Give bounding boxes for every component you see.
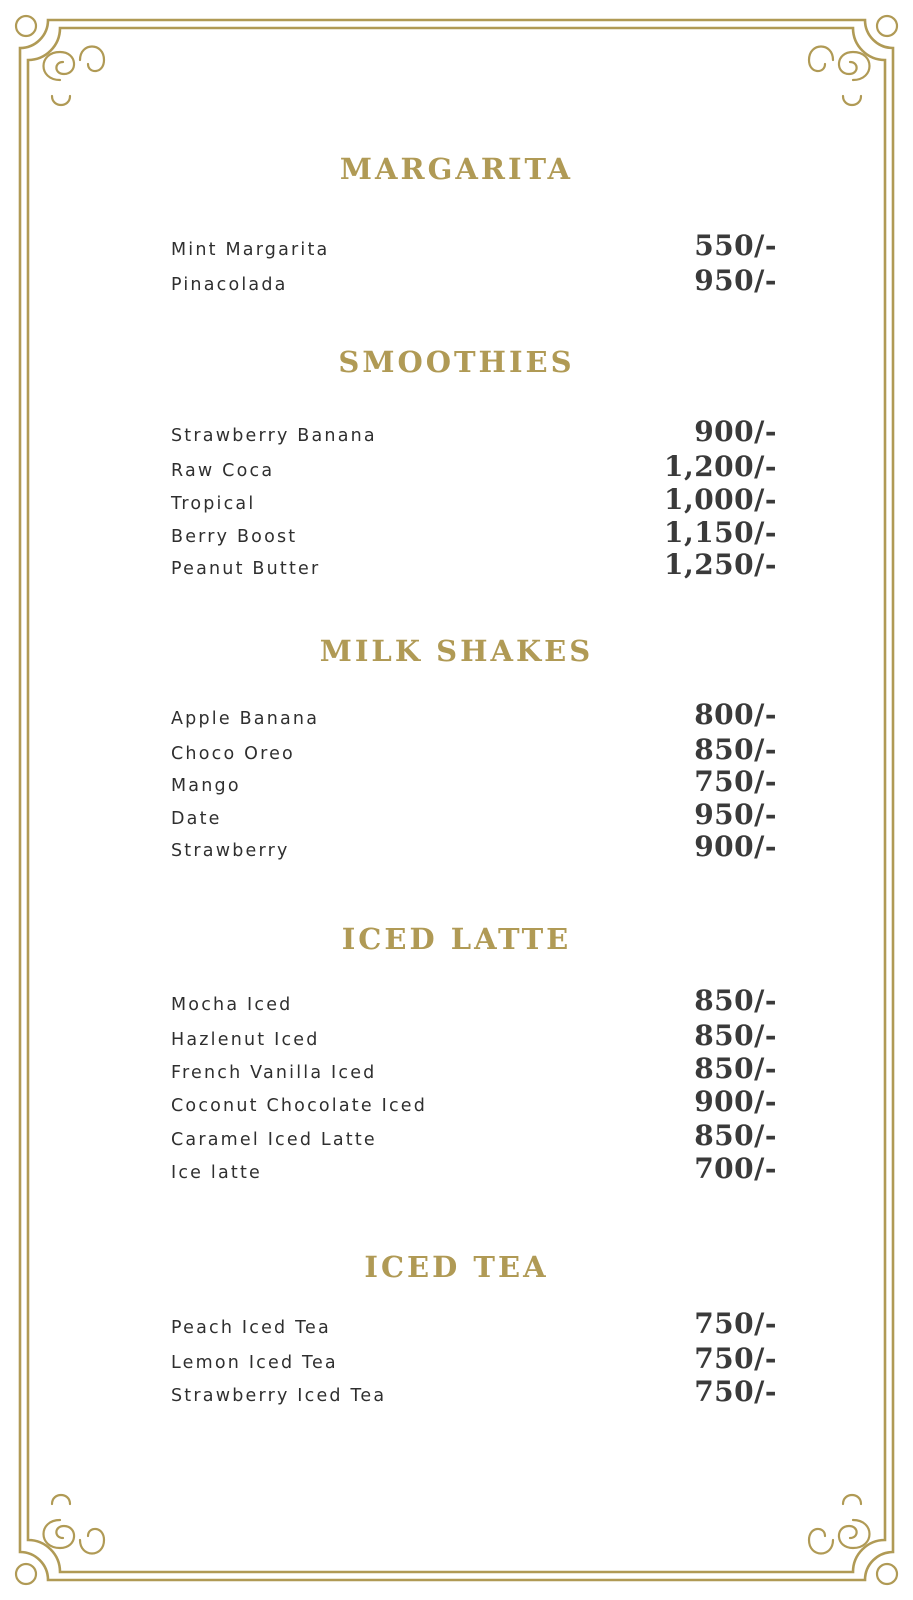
item-name: Pinacolada [171,275,288,295]
section-heading-iced-latte: ICED LATTE [341,922,572,956]
item-name: French Vanilla Iced [171,1063,377,1083]
item-price: 850/- [694,1052,777,1085]
item-price: 900/- [694,1085,777,1118]
item-name: Raw Coca [171,461,275,481]
menu-item [171,798,777,831]
section-heading-smoothies: SMOOTHIES [338,345,575,379]
item-name: Mango [171,776,241,796]
item-price: 950/- [694,798,777,831]
menu-item [171,1019,777,1052]
menu-item [171,548,777,581]
item-name: Tropical [171,494,256,514]
menu-item [171,483,777,516]
menu-item [171,450,777,483]
menu-item [171,1119,777,1152]
menu-item [171,415,777,448]
section-heading-iced-tea: ICED TEA [364,1250,549,1284]
item-price: 850/- [694,1119,777,1152]
item-price: 1,200/- [663,450,777,483]
item-price: 700/- [694,1152,777,1185]
item-price: 900/- [694,830,777,863]
item-name: Berry Boost [171,527,298,547]
item-price: 750/- [694,765,777,798]
item-price: 750/- [694,1307,777,1340]
item-price: 550/- [694,229,777,262]
menu-item [171,1052,777,1085]
item-price: 750/- [694,1375,777,1408]
menu-item [171,1342,777,1375]
menu-item [171,1375,777,1408]
item-name: Date [171,809,222,829]
menu-item [171,264,777,297]
item-name: Peach Iced Tea [171,1318,331,1338]
item-price: 900/- [694,415,777,448]
menu-item [171,229,777,262]
item-price: 950/- [694,264,777,297]
item-name: Hazlenut Iced [171,1030,320,1050]
menu-item [171,733,777,766]
item-price: 1,150/- [663,516,777,549]
item-name: Peanut Butter [171,559,321,579]
menu-item [171,765,777,798]
menu-item [171,1085,777,1118]
menu-item [171,516,777,549]
item-price: 1,000/- [663,483,777,516]
menu-item [171,984,777,1017]
item-name: Choco Oreo [171,744,295,764]
section-heading-margarita: MARGARITA [339,152,574,186]
item-name: Strawberry Banana [171,426,377,446]
item-price: 850/- [694,984,777,1017]
item-price: 850/- [694,733,777,766]
menu-item [171,698,777,731]
menu-item [171,1152,777,1185]
section-heading-milk-shakes: MILK SHAKES [319,634,594,668]
item-name: Apple Banana [171,709,320,729]
item-name: Caramel Iced Latte [171,1130,377,1150]
item-name: Mocha Iced [171,995,293,1015]
item-price: 800/- [694,698,777,731]
item-name: Coconut Chocolate Iced [171,1096,428,1116]
menu-item [171,1307,777,1340]
item-price: 850/- [694,1019,777,1052]
item-name: Mint Margarita [171,240,330,260]
item-name: Strawberry Iced Tea [171,1386,387,1406]
menu-item [171,830,777,863]
item-name: Lemon Iced Tea [171,1353,338,1373]
item-name: Ice latte [171,1163,262,1183]
item-price: 1,250/- [663,548,777,581]
item-name: Strawberry [171,841,290,861]
item-price: 750/- [694,1342,777,1375]
